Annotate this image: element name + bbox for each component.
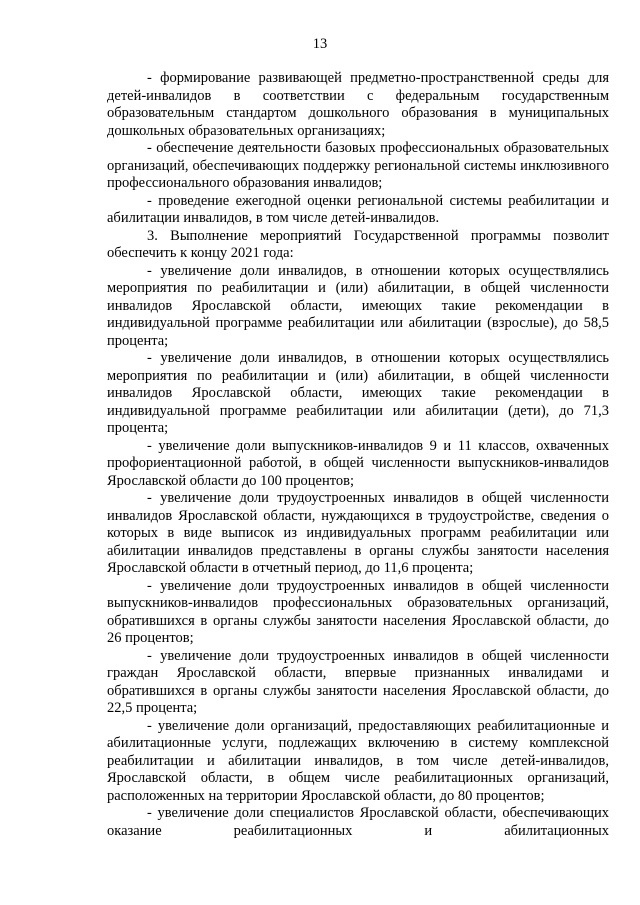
paragraph-program-results-intro: 3. Выполнение мероприятий Государственной программы позволит обеспечить к концу 2021 года: bbox=[107, 227, 609, 261]
paragraph-employment-graduates: - увеличение доли трудоустроенных инвалидов в общей численности выпускников-инвалидов профессиональных образовательных организаций, обратившихся в органы службы занятости населения Ярославской области, до 26 процентов; bbox=[107, 577, 609, 646]
paragraph-employment-ipra: - увеличение доли трудоустроенных инвалидов в общей численности инвалидов Ярославской области, нуждающихся в трудоустройстве, сведения о которых в виде выписок из индивидуальных программ реабилитации или абилитации инвалидов представлены в органы службы занятости населения Ярославской области в отчетный период, до 11,6 процента; bbox=[107, 490, 609, 576]
document-body bbox=[107, 70, 609, 840]
paragraph-annual-assessment: - проведение ежегодной оценки региональной системы реабилитации и абилитации инвалидов, в том числе детей-инвалидов. bbox=[107, 192, 609, 226]
paragraph-adults-rehabilitation: - увеличение доли инвалидов, в отношении которых осуществлялись мероприятия по реабилитации и (или) абилитации, в общей численности инвалидов Ярославской области, имеющих такие рекомендации в индивидуальной программе реабилитации или абилитации (взрослые), до 58,5 процента; bbox=[107, 262, 609, 349]
paragraph-career-guidance: - увеличение доли выпускников-инвалидов 9 и 11 классов, охваченных профориентационной работой, в общей численности выпускников-инвалидов Ярославской области до 100 процентов; bbox=[107, 437, 609, 489]
page-number: 13 bbox=[312, 36, 328, 52]
paragraph-base-organizations: - обеспечение деятельности базовых профессиональных образовательных организаций, обеспечивающих поддержку региональной системы инклюзивного профессионального образования инвалидов; bbox=[107, 140, 609, 191]
paragraph-rehabilitation-organizations: - увеличение доли организаций, предоставляющих реабилитационные и абилитационные услуги, подлежащих включению в систему комплексной реабилитации и абилитации инвалидов, в том числе детей-инвалидов, Ярославской области, в общем числе реабилитационных организаций, расположенных на территории Ярославской области, до 80 процентов; bbox=[107, 717, 609, 804]
paragraph-specialists: - увеличение доли специалистов Ярославской области, обеспечивающих оказание реабилитационных и абилитационных bbox=[107, 805, 609, 839]
paragraph-preschool-environment: - формирование развивающей предметно-пространственной среды для детей-инвалидов в соответствии с федеральным государственным образовательным стандартом дошкольного образования в муниципальных дошкольных образовательных организациях; bbox=[107, 70, 609, 139]
paragraph-employment-first-time: - увеличение доли трудоустроенных инвалидов в общей численности граждан Ярославской области, впервые признанных инвалидами и обратившихся в органы службы занятости населения Ярославской области, до 22,5 процента; bbox=[107, 647, 609, 716]
paragraph-children-rehabilitation: - увеличение доли инвалидов, в отношении которых осуществлялись мероприятия по реабилитации и (или) абилитации, в общей численности инвалидов Ярославской области, имеющих такие рекомендации в индивидуальной программе реабилитации или абилитации (дети), до 71,3 процента; bbox=[107, 350, 609, 436]
